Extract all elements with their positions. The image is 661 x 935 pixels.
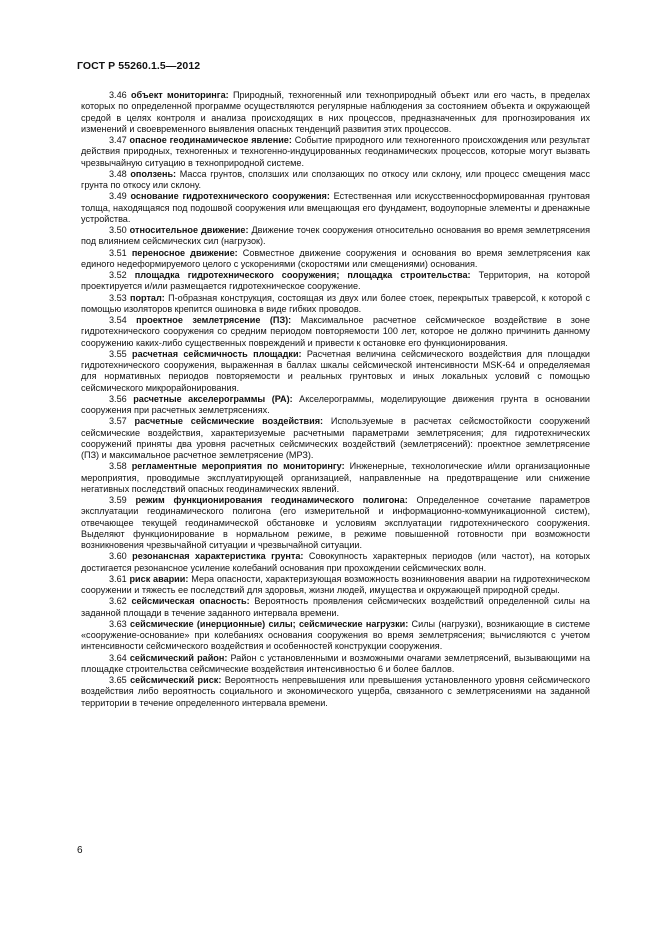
entry-number: 3.48 <box>109 168 127 179</box>
entry-definition: Инженерные, технологические и/или организационные мероприятия, проводимые эксплуатирующей организацией, направленные на предотвращение или снижение негативных последствий опасных геодинамических явлений. <box>81 461 591 494</box>
entry-term: расчетные сейсмические воздействия: <box>134 416 324 427</box>
definition-entry <box>81 596 590 619</box>
entry-term: режим функционирования геодинамического полигона: <box>135 495 408 505</box>
entry-definition: Мера опасности, характеризующая возможность возникновения аварии на гидротехническом сооружении и тяжесть ее последствий для здоровья, жизни людей, имущества и окружающей природной среды. <box>81 573 590 595</box>
entry-definition: Вероятность проявления сейсмических воздействий определенной силы на заданной площади в течение заданного интервала времени. <box>81 596 590 618</box>
entry-number: 3.47 <box>109 135 127 145</box>
entry-number: 3.58 <box>109 461 127 472</box>
entry-definition: Используемые в расчетах сейсмостойкости сооружений сейсмические воздействия, характеризуемые расчетными параметрами землетрясения; для гидротехнических сооружений приняты два уровня расчетных сейсмических воздействий (землетрясений): проектное землетрясение (ПЗ) и максимальное расчетное землетрясение (МРЗ). <box>81 416 591 460</box>
entry-definition: Совокупность характерных периодов (или частот), на которых достигается резонансное усиление колебаний основания при прохождении сейсмических волн. <box>81 551 590 573</box>
entry-term: площадка гидротехнического сооружения; площадка строительства: <box>134 270 471 280</box>
entry-term: проектное землетрясение (ПЗ): <box>136 315 292 325</box>
entry-definition: Естественная или искусственносформированная грунтовая толща, находящаяся под подошвой сооружения или вмещающая его фундамент, водоупорные элементы и дренажные устройства. <box>81 191 590 224</box>
definition-entry <box>81 225 590 248</box>
entry-term: риск аварии: <box>129 573 189 584</box>
entry-term: расчетная сейсмичность площадки: <box>132 348 302 359</box>
entry-term: основание гидротехнического сооружения: <box>130 191 330 202</box>
entry-definition: Масса грунтов, сползших или сползающих по откосу или склону, или процесс смещения масс грунта по откосу или склону. <box>81 168 590 190</box>
entry-definition: Максимальное расчетное сейсмическое воздействие в зоне гидротехнического сооружения со средним периодом повторяемости 100 лет, которое не должно причинить данному сооружению каких-либо существенных повреждений и привести к остановке его функционирования. <box>81 315 590 348</box>
entry-term: регламентные мероприятия по мониторингу: <box>131 461 345 472</box>
entry-definition: Территория, на которой проектируется и/или размещается гидротехническое сооружение. <box>81 270 591 292</box>
page-number: 6 <box>77 845 83 856</box>
definition-entry <box>81 675 590 709</box>
definition-entry <box>81 191 590 225</box>
entry-term: портал: <box>130 292 165 303</box>
definition-entry <box>81 495 590 551</box>
definition-entry <box>81 416 590 461</box>
definition-entry <box>81 293 590 316</box>
entry-definition: Природный, техногенный или технoприродный объект или его часть, в пределах которых по определенной программе осуществляются регулярные наблюдения за состоянием объекта и окружающей средой в целях контроля и анализа происходящих в них процессов, предназначенных для прогнозирования их изменений и своевременного выявления опасных тенденций развития этих процессов. <box>81 90 591 134</box>
entry-definition: Совместное движение сооружения и основания во время землетрясения как единого недеформируемого целого с ускорениями (скоростями или смещениями) основания. <box>81 247 590 269</box>
definition-entry <box>81 653 590 676</box>
entry-number: 3.57 <box>109 416 127 427</box>
entry-number: 3.55 <box>109 348 127 359</box>
entry-term: переносное движение: <box>131 247 238 258</box>
entry-term: оползень: <box>130 168 177 179</box>
entry-definition: П-образная конструкция, состоящая из двух или более стоек, перекрытых траверсой, к которой с помощью изоляторов крепится ошиновка в виде гибких проводов. <box>81 292 591 314</box>
entry-number: 3.54 <box>109 315 127 325</box>
document-header: ГОСТ Р 55260.1.5—2012 <box>77 60 201 72</box>
definitions-list <box>81 90 590 709</box>
entry-term: сейсмический район: <box>129 652 228 663</box>
definition-entry <box>81 461 590 495</box>
entry-number: 3.62 <box>109 596 127 607</box>
definition-entry <box>81 349 590 394</box>
entry-definition: Событие природного или техногенного происхождения или результат действия природных, техногенных и техногенно-индуцированных геодинамических процессов, которые могут вызвать чрезвычайную ситуацию в технoприродной системе. <box>81 135 590 168</box>
entry-definition: Движение точек сооружения относительно основания во время землетрясения под влиянием сейсмических сил (нагрузок). <box>81 225 590 247</box>
entry-term: опасное геодинамическое явление: <box>129 135 292 145</box>
definition-entry <box>81 270 590 293</box>
entry-term: сейсмический риск: <box>130 675 222 685</box>
definition-entry <box>81 90 590 135</box>
entry-number: 3.51 <box>109 247 127 258</box>
entry-number: 3.50 <box>109 225 127 235</box>
definition-entry <box>81 315 590 349</box>
entry-term: сейсмическая опасность: <box>131 596 250 607</box>
entry-definition: Акселерограммы, моделирующие движения грунта в основании сооружения при расчетных землетрясениях. <box>81 393 590 415</box>
entry-term: резонансная характеристика грунта: <box>132 551 304 562</box>
entry-number: 3.59 <box>109 495 127 505</box>
entry-term: сейсмические (инерционные) силы; сейсмические нагрузки: <box>130 618 409 629</box>
entry-number: 3.46 <box>109 90 127 100</box>
entry-term: объект мониторинга: <box>131 90 229 100</box>
entry-definition: Силы (нагрузки), возникающие в системе «сооружение-основание» при колебаниях основания сооружения во время землетрясения; вычисляются с учетом интенсивности сейсмического воздействия и особенностей конструкции сооружения. <box>81 618 591 652</box>
entry-term: относительное движение: <box>129 225 249 235</box>
entry-definition: Расчетная величина сейсмического воздействия для площадки гидротехнического сооружения, выраженная в баллах шкалы сейсмической интенсивности MSK-64 и определяемая для нормативных периодов повторяемости и реальных грунтовых и иных локальных условий с помощью сейсмического микрорайонирования. <box>81 348 590 393</box>
entry-number: 3.63 <box>109 618 127 629</box>
entry-number: 3.53 <box>109 292 127 303</box>
entry-term: расчетные акселерограммы (РА): <box>133 393 293 404</box>
definition-entry <box>81 135 590 169</box>
entry-number: 3.61 <box>109 573 127 584</box>
definition-entry <box>81 248 590 271</box>
definition-entry <box>81 574 590 597</box>
definition-entry <box>81 394 590 417</box>
entry-number: 3.65 <box>109 675 127 685</box>
entry-definition: Вероятность непревышения или превышения установленного уровня сейсмического воздействия либо вероятность социального и экономического ущерба, связанного с землетрясениями на заданной территории в течение определенного интервала времени. <box>81 675 590 708</box>
entry-number: 3.49 <box>109 191 127 202</box>
definition-entry <box>81 169 590 192</box>
entry-number: 3.64 <box>109 652 127 663</box>
entry-number: 3.56 <box>109 393 127 404</box>
entry-number: 3.52 <box>109 270 127 280</box>
definition-entry <box>81 551 590 574</box>
entry-number: 3.60 <box>109 551 127 562</box>
entry-definition: Район с установленными и возможными очагами землетрясений, вызывающими на площадке строительства сейсмические воздействия интенсивностью 6 и более баллов. <box>81 652 590 674</box>
definition-entry <box>81 619 590 653</box>
entry-definition: Определенное сочетание параметров эксплуатации геодинамического полигона (его измерительной и информационно-коммуникационной систем), отвечающее текущей геодинамической обстановке и условиям эксплуатации гидротехнического сооружения. Выделяют функционирование в нормальном режиме, в режиме повышенной готовности при возможности возникновения чрезвычайной ситуации и чрезвычайной ситуации. <box>81 495 591 550</box>
